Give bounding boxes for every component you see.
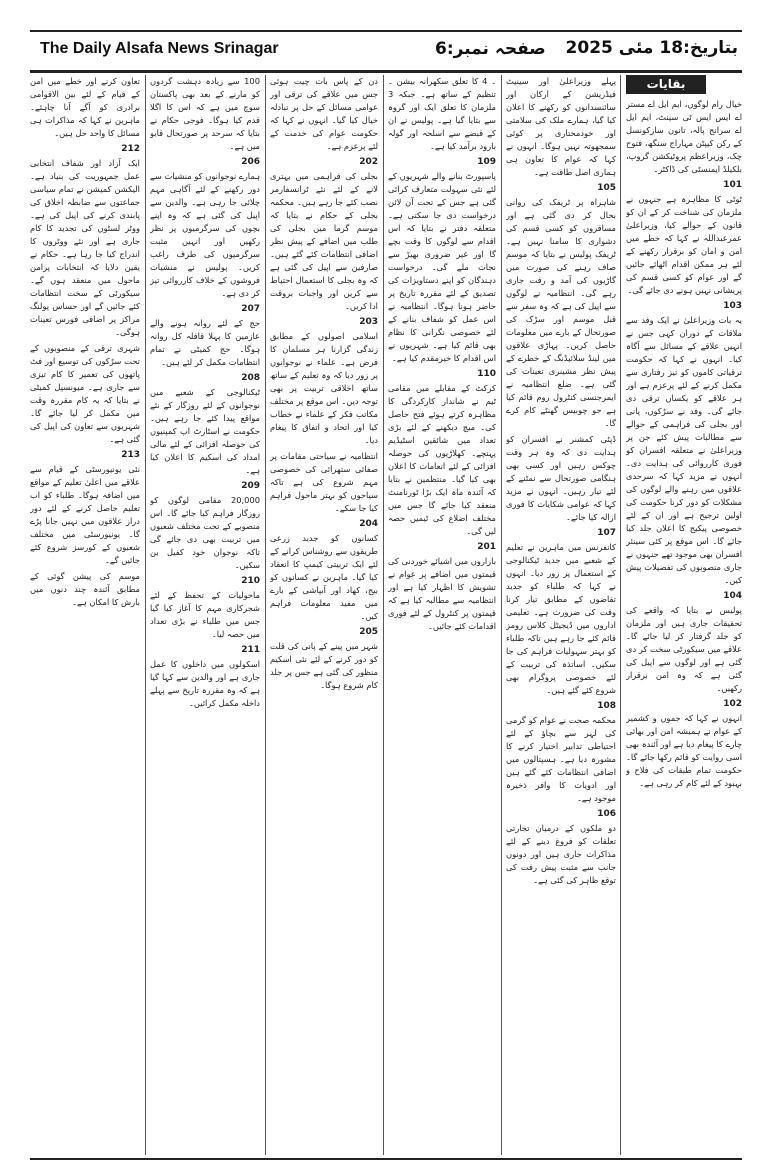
article-paragraph: شاہراہ پر ٹریفک کی روانی بحال کر دی گئی ہے اور مسافروں کو کسی قسم کی دشواری کا سامنا نہیں ہے۔ ٹریفک پولیس نے بتایا کہ موسم صاف رہنے کی صورت میں گاڑیوں کی آمد و رفت جاری رہے گی۔ انتظامیہ نے لوگوں سے اپیل کی ہے کہ وہ سفر سے قبل موسم اور سڑک کی صورتحال کے بارے میں معلومات حاصل کریں۔ پہاڑی علاقوں میں لینڈ سلائیڈنگ کے خطرے کے پیش نظر مشینری تعینات کی گئی ہے۔ ضلع انتظامیہ نے ایمرجنسی کنٹرول روم قائم کیا ہے جو چوبیس گھنٹے کام کرے گا۔ bbox=[506, 197, 616, 428]
article-number: 101 bbox=[723, 180, 742, 190]
article-number: 201 bbox=[477, 542, 496, 552]
column-3 bbox=[388, 75, 496, 1155]
article-number: 105 bbox=[597, 183, 616, 193]
masthead bbox=[30, 30, 742, 73]
article-number: 210 bbox=[241, 576, 260, 586]
article-paragraph: ٹوٹی کا مظاہرہ ہے جنہوں نے ملزمان کی شناخت کر کے ان کو قانون کے حوالے کیا، وزیراعلیٰ عمرعبداللہ نے کہا کہ خطے میں امن و امان کو برقرار رکھنے کے لئے ہر ممکن اقدام اٹھائے جائیں گے اور عوام کو کسی قسم کی پریشانی نہیں ہونے دی جائے گی۔ bbox=[626, 194, 742, 295]
article-number: 202 bbox=[359, 157, 378, 167]
section-heading: بقایات bbox=[626, 75, 706, 94]
article-columns bbox=[30, 75, 742, 1155]
article-paragraph: اسلامی اصولوں کے مطابق زندگی گزارنا ہر مسلمان کا فرض ہے۔ علماء نے نوجوانوں پر زور دیا کہ وہ تعلیم کے ساتھ ساتھ اخلاقی تربیت پر بھی توجہ دیں۔ اس موقع پر مختلف مکاتب فکر کے علماء نے خطاب کیا اور اتحاد و اتفاق کا پیغام دیا۔ bbox=[270, 331, 378, 445]
article-paragraph: پاسپورٹ بنانے والے شہریوں کے لئے نئی سہولت متعارف کرائی گئی ہے جس کے تحت آن لائن درخواست دی جا سکتی ہے۔ متعلقہ دفتر نے بتایا کہ اس اقدام سے لوگوں کا وقت بچے گا اور غیر ضروری بھیڑ سے نجات ملے گی۔ درخواست دہندگان کو اپنے دستاویزات کی تصدیق کے لئے مقررہ تاریخ پر حاضر ہونا ہوگا۔ انتظامیہ نے اس عمل کو شفاف بنانے کے لئے خصوصی نگرانی کا نظام بھی قائم کیا ہے۔ شہریوں نے اس اقدام کا خیرمقدم کیا ہے۔ bbox=[388, 171, 496, 363]
article-paragraph: 100 سے زیادہ دہشت گردوں کو مارنے کے بعد بھی پاکستان سوچ میں ہے کہ اس کا اگلا قدم کیا ہوگا۔ فوجی حکام نے بتایا کہ سرحد پر صورتحال قابو میں ہے۔ bbox=[150, 76, 260, 151]
footer-rule bbox=[30, 1158, 742, 1160]
column-divider bbox=[145, 75, 146, 1155]
article-paragraph: ایک آزاد اور شفاف انتخابی عمل جمہوریت کی بنیاد ہے۔ الیکشن کمیشن نے تمام سیاسی جماعتوں سے ضابطہ اخلاق کی پابندی کرنے کی اپیل کی ہے۔ ووٹر لسٹوں کی تجدید کا کام جاری ہے اور نئے ووٹروں کا اندراج کیا جا رہا ہے۔ حکام نے یقین دلایا کہ انتخابات پرامن ماحول میں منعقد ہوں گے۔ سیکورٹی کے سخت انتظامات کئے جائیں گے اور حساس پولنگ مراکز پر اضافی فورس تعینات ہوگی۔ bbox=[30, 158, 140, 337]
column-1 bbox=[626, 75, 742, 1155]
article-paragraph: حج کے لئے روانہ ہونے والے عازمین کا پہلا قافلہ کل روانہ ہوگا۔ حج کمیٹی نے تمام انتظامات مکمل کر لئے ہیں۔ bbox=[150, 318, 260, 367]
article-number: 107 bbox=[597, 528, 616, 538]
column-5 bbox=[150, 75, 260, 1155]
article-paragraph: شہر میں پینے کے پانی کی قلت کو دور کرنے کے لئے نئی اسکیم منظور کی گئی ہے جس پر جلد کام شروع ہوگا۔ bbox=[270, 641, 378, 690]
article-paragraph: انہوں نے کہا کہ جموں و کشمیر کے عوام نے ہمیشہ امن اور بھائی چارے کا پیغام دیا ہے اور آئندہ بھی اسی روایت کو قائم رکھا جائے گا۔ حکومت تمام طبقات کی فلاح و بہبود کے لئے کام کر رہی ہے۔ bbox=[626, 713, 742, 788]
article-paragraph: ٹیکنالوجی کے شعبے میں نوجوانوں کے لئے روزگار کے نئے مواقع پیدا کئے جا رہے ہیں۔ حکومت نے اسٹارٹ اپ کمپنیوں کی حوصلہ افزائی کے لئے مالی امداد کی اسکیم کا اعلان کیا ہے۔ bbox=[150, 387, 260, 475]
article-number: 207 bbox=[241, 304, 260, 314]
article-paragraph: ہمارے نوجوانوں کو منشیات سے دور رکھنے کے لئے آگاہی مہم چلائی جا رہی ہے۔ والدین سے اپیل کی گئی ہے کہ وہ اپنے بچوں کی سرگرمیوں پر نظر رکھیں اور انہیں مثبت سرگرمیوں کی طرف راغب کریں۔ پولیس نے منشیات فروشوں کے خلاف کارروائی تیز کر دی ہے۔ bbox=[150, 171, 260, 298]
article-number: 110 bbox=[477, 369, 496, 379]
article-paragraph: ڈپٹی کمشنر نے افسران کو ہدایت دی کہ وہ ہر وقت چوکس رہیں اور کسی بھی ہنگامی صورتحال سے نمٹنے کے لئے تیار رہیں۔ انہوں نے مزید کہا کہ عوامی شکایات کا فوری ازالہ کیا جائے۔ bbox=[506, 434, 616, 522]
article-number: 211 bbox=[241, 645, 260, 655]
article-paragraph: اسکولوں میں داخلوں کا عمل جاری ہے اور والدین سے کہا گیا ہے کہ وہ مقررہ تاریخ سے پہلے داخلہ مکمل کرائیں۔ bbox=[150, 659, 260, 708]
article-paragraph: دن کے پاس بات چیت ہوئی جس میں علاقے کی ترقی اور عوامی مسائل کے حل پر تبادلہ خیال کیا گیا۔ انہوں نے کہا کہ حکومت عوام کی خدمت کے لئے پرعزم ہے۔ bbox=[270, 76, 378, 151]
article-number: 106 bbox=[597, 809, 616, 819]
article-paragraph: موسم کی پیشن گوئی کے مطابق آئندہ چند دنوں میں بارش کا امکان ہے۔ bbox=[30, 571, 140, 607]
column-divider bbox=[265, 75, 266, 1155]
article-paragraph: شہری ترقی کے منصوبوں کے تحت سڑکوں کی توسیع اور فٹ پاتھوں کی تعمیر کا کام تیزی سے جاری ہے۔ میونسپل کمیٹی نے بتایا کہ یہ کام مقررہ وقت میں مکمل کر لیا جائے گا۔ شہریوں سے تعاون کی اپیل کی گئی ہے۔ bbox=[30, 343, 140, 444]
article-paragraph: بجلی کی فراہمی میں بہتری لانے کے لئے نئے ٹرانسفارمر نصب کئے جا رہے ہیں۔ محکمہ بجلی کے حکام نے بتایا کہ موسم گرما میں بجلی کی طلب میں اضافے کے پیش نظر اضافی انتظامات کئے گئے ہیں۔ صارفین سے اپیل کی گئی ہے کہ وہ بجلی کا استعمال احتیاط سے کریں اور واجبات بروقت ادا کریں۔ bbox=[270, 171, 378, 311]
article-number: 102 bbox=[723, 699, 742, 709]
page-number: صفحہ نمبر:6 bbox=[435, 39, 546, 59]
newspaper-title: The Daily Alsafa News Srinagar bbox=[40, 40, 279, 57]
article-number: 109 bbox=[477, 157, 496, 167]
article-number: 212 bbox=[121, 144, 140, 154]
article-paragraph: خیال رام لوگوں، ایم ایل اے مستر اے ایس ایس ٹی سینٹ، ایم ایل اے سرانج پالہ، تانون سازکونسل کے رکن کیپٹن مہاراج سنگھ، فتوح چک، وزیراعظم پروٹیکشن گروپ، بلکیلڈ ایمنسٹی کی ڈاکٹر۔ bbox=[626, 99, 742, 174]
article-paragraph: کرکٹ کے مقابلے میں مقامی ٹیم نے شاندار کارکردگی کا مظاہرہ کرتے ہوئے فتح حاصل کی۔ میچ دیکھنے کے لئے بڑی تعداد میں شائقین اسٹیڈیم پہنچے۔ کھلاڑیوں کی حوصلہ افزائی کے لئے انعامات کا اعلان بھی کیا گیا۔ منتظمین نے بتایا کہ آئندہ ماہ ایک بڑا ٹورنامنٹ منعقد کیا جائے گا جس میں مختلف اضلاع کی ٹیمیں حصہ لیں گی۔ bbox=[388, 383, 496, 536]
article-number: 203 bbox=[359, 317, 378, 327]
article-paragraph: پولیس نے بتایا کہ واقعے کی تحقیقات جاری ہیں اور ملزمان کو جلد گرفتار کر لیا جائے گا۔ علاقے میں سیکورٹی سخت کر دی گئی ہے اور لوگوں سے اپیل کی گئی ہے کہ وہ امن برقرار رکھیں۔ bbox=[626, 605, 742, 693]
article-number: 206 bbox=[241, 157, 260, 167]
article-paragraph: 20,000 مقامی لوگوں کو روزگار فراہم کیا جائے گا۔ اس منصوبے کے تحت مختلف شعبوں میں تربیت بھی دی جائے گی تاکہ نوجوان خود کفیل بن سکیں۔ bbox=[150, 495, 260, 570]
column-2 bbox=[506, 75, 616, 1155]
article-number: 205 bbox=[359, 627, 378, 637]
article-number: 104 bbox=[723, 591, 742, 601]
article-paragraph: تعاون کرنے اور خطے میں امن کے قیام کے لئے بین الاقوامی برادری کو آگے آنا چاہئے۔ ماہرین نے کہا کہ مذاکرات ہی مسائل کا واحد حل ہیں۔ bbox=[30, 76, 140, 138]
article-paragraph: نئی یونیورسٹی کے قیام سے علاقے میں اعلیٰ تعلیم کے مواقع میں اضافہ ہوگا۔ طلباء کو اب تعلیم حاصل کرنے کے لئے دور دراز علاقوں میں نہیں جانا پڑے گا۔ یونیورسٹی میں مختلف شعبوں کے کورسز شروع کئے جائیں گے۔ bbox=[30, 464, 140, 565]
article-number: 209 bbox=[241, 481, 260, 491]
column-divider bbox=[620, 75, 621, 1155]
article-paragraph: پہلے وزیراعلیٰ اور سینیٹ فیڈریشن کے ارکان اور سائنسدانوں کو رکھنے کا اعلان کیا گیا، ہمارے ملک کی سلامتی اور خودمختاری پر کوئی سمجھوتہ نہیں ہوگا۔ انہوں نے کہا کہ عوام کا تعاون ہی ہماری اصل طاقت ہے۔ bbox=[506, 76, 616, 177]
column-6 bbox=[30, 75, 140, 1155]
article-paragraph: کسانوں کو جدید زرعی طریقوں سے روشناس کرانے کے لئے ایک تربیتی کیمپ کا انعقاد کیا گیا۔ ماہرین نے کسانوں کو بیج، کھاد اور آبپاشی کے بارے میں مفید معلومات فراہم کیں۔ bbox=[270, 533, 378, 621]
article-number: 213 bbox=[121, 450, 140, 460]
issue-date: بتاریخ:18 مئی 2025 bbox=[565, 38, 738, 58]
column-divider bbox=[383, 75, 384, 1155]
column-divider bbox=[501, 75, 502, 1155]
article-number: 103 bbox=[723, 301, 742, 311]
article-number: 108 bbox=[597, 701, 616, 711]
article-paragraph: کانفرنس میں ماہرین نے تعلیم کے شعبے میں جدید ٹیکنالوجی کے استعمال پر زور دیا۔ انہوں نے کہا کہ طلباء کو جدید تقاضوں کے مطابق تیار کرنا وقت کی ضرورت ہے۔ تعلیمی اداروں میں ڈیجیٹل کلاس رومز قائم کئے جا رہے ہیں تاکہ طلباء کو بہتر سہولیات فراہم کی جا سکیں۔ اساتذہ کی تربیت کے لئے خصوصی پروگرام بھی شروع کئے گئے ہیں۔ bbox=[506, 542, 616, 695]
article-paragraph: ماحولیات کے تحفظ کے لئے شجرکاری مہم کا آغاز کیا گیا جس میں طلباء نے بڑی تعداد میں حصہ لیا۔ bbox=[150, 590, 260, 639]
column-4 bbox=[270, 75, 378, 1155]
article-paragraph: یہ بات وزیراعلیٰ نے ایک وفد سے ملاقات کے دوران کہی جس نے انہیں علاقے کے مسائل سے آگاہ کیا۔ انہوں نے کہا کہ حکومت ترقیاتی کاموں کو تیز رفتاری سے مکمل کرنے کے لئے پرعزم ہے اور ہر علاقے کو یکساں ترقی دی جائے گی۔ وفد نے سڑکوں، پانی اور بجلی کی فراہمی کے حوالے سے مطالبات پیش کئے جن پر وزیراعلیٰ نے متعلقہ افسران کو فوری کارروائی کی ہدایت دی۔ انہوں نے مزید کہا کہ سرحدی علاقوں میں رہنے والے لوگوں کی مشکلات کو دور کرنا حکومت کی اولین ترجیح ہے اور ان کے لئے خصوصی پیکیج کا اعلان جلد کیا جائے گا۔ اس موقع پر کئی سینئر افسران بھی موجود تھے جنہوں نے جاری منصوبوں کی تفصیلات پیش کیں۔ bbox=[626, 315, 742, 585]
article-paragraph: ۔ 4 کا تعلق سکھرانہ بیشن ۔ تنظیم کے ساتھ ہے۔ جبکہ 3 ملزمان کا تعلق ایک اور گروہ سے بتایا گیا ہے۔ پولیس نے ان کے قبضے سے اسلحہ اور گولہ بارود برآمد کیا ہے۔ bbox=[388, 76, 496, 151]
article-number: 204 bbox=[359, 519, 378, 529]
article-paragraph: بازاروں میں اشیائے خوردنی کی قیمتوں میں اضافے پر عوام نے تشویش کا اظہار کیا ہے اور انتظامیہ سے مطالبہ کیا ہے کہ قیمتوں پر کنٹرول کے لئے فوری اقدامات کئے جائیں۔ bbox=[388, 556, 496, 631]
article-number: 208 bbox=[241, 373, 260, 383]
article-paragraph: محکمہ صحت نے عوام کو گرمی کی لہر سے بچاؤ کے لئے احتیاطی تدابیر اختیار کرنے کا مشورہ دیا ہے۔ ہسپتالوں میں اضافی انتظامات کئے گئے ہیں اور ادویات کا وافر ذخیرہ موجود ہے۔ bbox=[506, 715, 616, 803]
article-paragraph: دو ملکوں کے درمیان تجارتی تعلقات کو فروغ دینے کے لئے مذاکرات جاری ہیں اور دونوں جانب سے مثبت پیش رفت کی توقع ظاہر کی گئی ہے۔ bbox=[506, 823, 616, 885]
article-paragraph: انتظامیہ نے سیاحتی مقامات پر صفائی ستھرائی کی خصوصی مہم شروع کی ہے تاکہ سیاحوں کو بہتر ماحول فراہم کیا جا سکے۔ bbox=[270, 451, 378, 513]
